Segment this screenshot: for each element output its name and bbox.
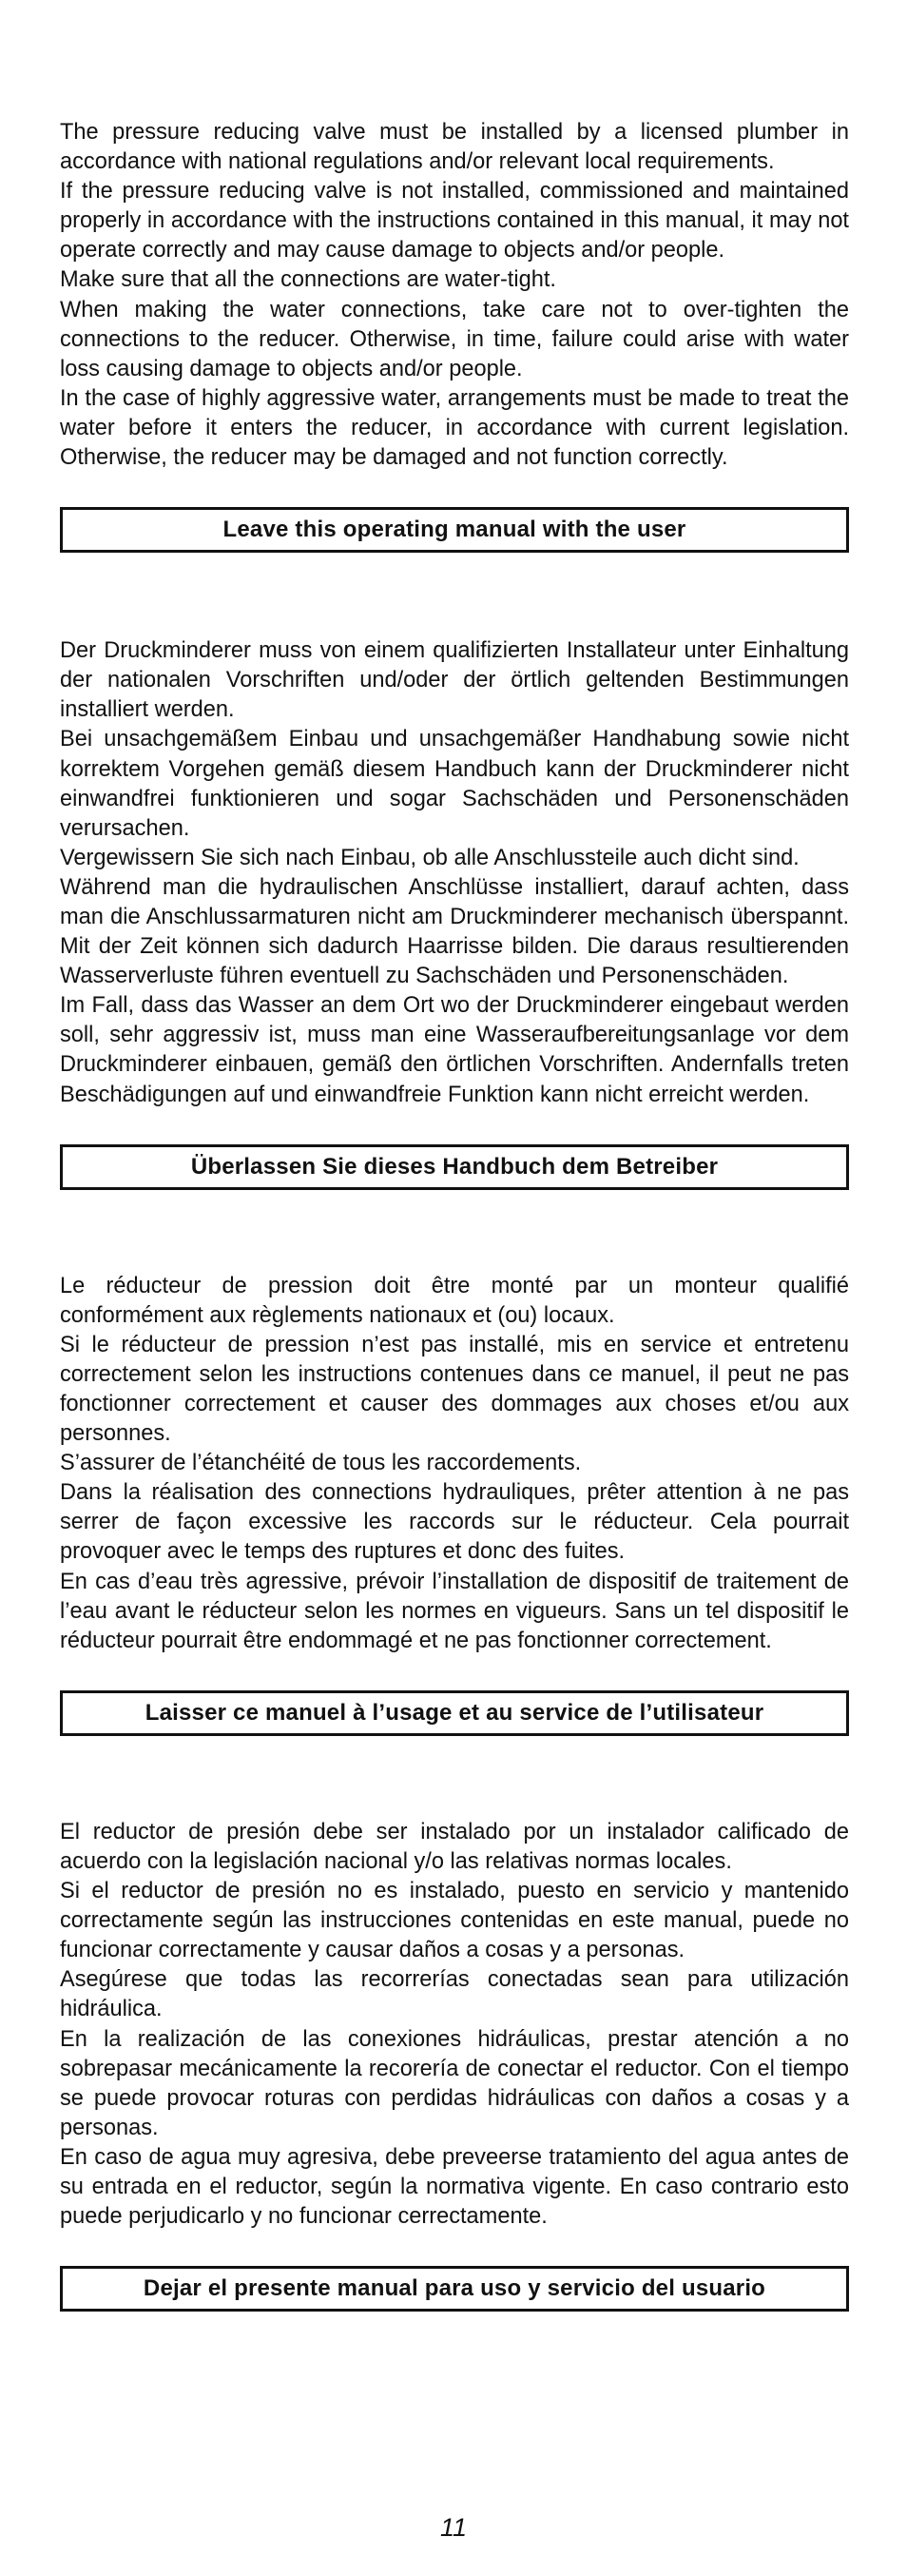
paragraph: En la realización de las conexiones hidráulicas, prestar atención a no sobrepasar mecánicamente la recorería de conectar el reductor. Con el tiempo se puede provocar roturas con perdidas hidráulicas con daños a cosas y a personas. bbox=[60, 2026, 849, 2140]
paragraph: When making the water connections, take care not to over-tighten the connections to the reducer. Otherwise, in time, failure could arise with water loss causing damage to objects and/or people. bbox=[60, 297, 849, 381]
section-english bbox=[60, 118, 849, 553]
notice-box: Überlassen Sie dieses Handbuch dem Betreiber bbox=[60, 1144, 849, 1190]
paragraph: En cas d’eau très agressive, prévoir l’installation de dispositif de traitement de l’eau avant le réducteur selon les normes en vigueurs. Sans un tel dispositif le réducteur pourrait être endommagé et ne pas fonctionner correctement. bbox=[60, 1569, 849, 1653]
page-number: 11 bbox=[439, 2513, 468, 2542]
notice-box: Dejar el presente manual para uso y servicio del usuario bbox=[60, 2266, 849, 2312]
paragraph: S’assurer de l’étanchéité de tous les raccordements. bbox=[60, 1451, 582, 1476]
document-body bbox=[60, 118, 849, 2312]
paragraph: Si el reductor de presión no es instalado, puesto en servicio y mantenido correctamente según las instrucciones contenidas en este manual, puede no funcionar correctamente y causar daños a cosas y a personas. bbox=[60, 1879, 849, 1963]
paragraph: Vergewissern Sie sich nach Einbau, ob alle Anschlussteile auch dicht sind. bbox=[60, 845, 800, 870]
paragraph: If the pressure reducing valve is not installed, commissioned and maintained properly in accordance with the instructions contained in this manual, it may not operate correctly and may cause damage to objects and/or people. bbox=[60, 179, 849, 263]
paragraph: The pressure reducing valve must be installed by a licensed plumber in accordance with national regulations and/or relevant local requirements. bbox=[60, 120, 849, 175]
notice-box: Laisser ce manuel à l’usage et au service de l’utilisateur bbox=[60, 1690, 849, 1736]
paragraph: Dans la réalisation des connections hydrauliques, prêter attention à ne pas serrer de façon excessive les raccords sur le réducteur. Cela pourrait provoquer avec le temps des ruptures et donc des fuites. bbox=[60, 1480, 849, 1565]
paragraph: Asegúrese que todas las recorrerías conectadas sean para utilización hidráulica. bbox=[60, 1967, 849, 2022]
paragraph: Bei unsachgemäßem Einbau und unsachgemäßer Handhabung sowie nicht korrektem Vorgehen gemäß diesem Handbuch kann der Druckminderer nicht einwandfrei funktionieren und sogar Sachschäden und Personenschäden verursachen. bbox=[60, 727, 849, 841]
section-german bbox=[60, 636, 849, 1190]
section-spanish bbox=[60, 1818, 849, 2312]
section-french bbox=[60, 1272, 849, 1736]
paragraph: Make sure that all the connections are water-tight. bbox=[60, 267, 556, 293]
notice-box: Leave this operating manual with the user bbox=[60, 507, 849, 553]
paragraph: Si le réducteur de pression n’est pas installé, mis en service et entretenu correctement selon les instructions contenues dans ce manuel, il peut ne pas fonctionner correctement et causer des dommages aux choses et/ou aux personnes. bbox=[60, 1332, 849, 1447]
paragraph: El reductor de presión debe ser instalado por un instalador calificado de acuerdo con la legislación nacional y/o las relativas normas locales. bbox=[60, 1819, 849, 1874]
paragraph: En caso de agua muy agresiva, debe preveerse tratamiento del agua antes de su entrada en el reductor, según la normativa vigente. En caso contrario esto puede perjudicarlo y no funcionar cerrectamente. bbox=[60, 2144, 849, 2230]
paragraph: Im Fall, dass das Wasser an dem Ort wo der Druckminderer eingebaut werden soll, sehr aggressiv ist, muss man eine Wasseraufbereitungsanlage vor dem Druckminderer einbauen, gemäß den örtlichen Vorschriften. Andernfalls treten Beschädigungen auf und einwandfreie Funktion kann nicht erreicht werden. bbox=[60, 993, 849, 1107]
paragraph: In the case of highly aggressive water, arrangements must be made to treat the water before it enters the reducer, in accordance with current legislation. Otherwise, the reducer may be damaged and not function correctly. bbox=[60, 385, 849, 471]
paragraph: Der Druckminderer muss von einem qualifizierten Installateur unter Einhaltung der nationalen Vorschriften und/oder der örtlich geltenden Bestimmungen installiert werden. bbox=[60, 638, 849, 723]
paragraph: Während man die hydraulischen Anschlüsse installiert, darauf achten, dass man die Anschlussarmaturen nicht am Druckminderer mechanisch überspannt. Mit der Zeit können sich dadurch Haarrisse bilden. Die daraus resultierenden Wasserverluste führen eventuell zu Sachschäden und Personenschäden. bbox=[60, 874, 849, 989]
paragraph: Le réducteur de pression doit être monté par un monteur qualifié conformément aux règlements nationaux et (ou) locaux. bbox=[60, 1273, 849, 1328]
